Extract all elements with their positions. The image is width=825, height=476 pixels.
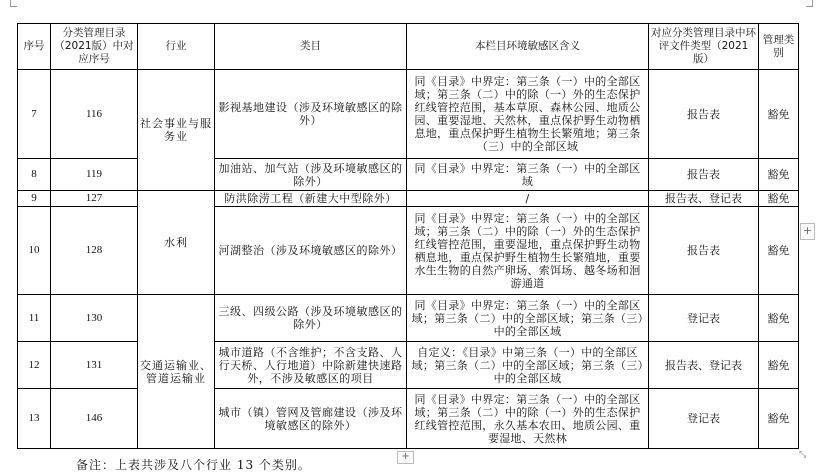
cell-industry-water: 水利 xyxy=(138,191,215,295)
page-corner-mark-left xyxy=(10,0,17,7)
cell-doc-type: 报告表 xyxy=(649,207,759,295)
cell-industry-transport: 交通运输业、管道运输业 xyxy=(138,295,215,449)
add-column-button[interactable]: + xyxy=(800,223,815,240)
table-row xyxy=(18,70,799,159)
cell-sensitive: 同《目录》中界定：第三条（一）中的全部区域 xyxy=(407,159,649,191)
cell-catalog-no: 146 xyxy=(51,389,138,449)
table-resize-handle[interactable]: ⤡ xyxy=(799,450,807,460)
table-row xyxy=(18,159,799,191)
cell-catalog-no: 116 xyxy=(51,70,138,159)
table-row xyxy=(18,389,799,449)
cell-mgmt: 豁免 xyxy=(759,295,799,342)
cell-seq: 12 xyxy=(18,342,51,389)
cell-catalog-no: 119 xyxy=(51,159,138,191)
cell-category: 三级、四级公路（涉及环境敏感区的除外） xyxy=(215,295,407,342)
cell-catalog-no: 131 xyxy=(51,342,138,389)
cell-sensitive: 同《目录》中界定：第三条（一）中的全部区域；第三条（二）中的除（一）外的生态保护红线管控范围，基本草原、森林公园、地质公园、重要湿地、天然林，重点保护野生动物栖息地，重点保护野生植物生长繁殖地；第三条（三）中的全部区域 xyxy=(407,70,649,159)
cell-mgmt: 豁免 xyxy=(759,389,799,449)
cell-category: 影视基地建设（涉及环境敏感区的除外） xyxy=(215,70,407,159)
table-row xyxy=(18,295,799,342)
cell-doc-type: 报告表、登记表 xyxy=(649,191,759,207)
header-industry: 行业 xyxy=(138,24,215,70)
cell-industry-social: 社会事业与服务业 xyxy=(138,70,215,191)
page-corner-mark-right xyxy=(806,0,813,7)
cell-catalog-no: 128 xyxy=(51,207,138,295)
cell-catalog-no: 130 xyxy=(51,295,138,342)
cell-sensitive: 自定义：《目录》中第三条（一）中的全部区域；第三条（二）中的全部区域；第三条（三）中的全部区域 xyxy=(407,342,649,389)
cell-catalog-no: 127 xyxy=(51,191,138,207)
cell-doc-type: 登记表 xyxy=(649,389,759,449)
cell-seq: 9 xyxy=(18,191,51,207)
cell-seq: 13 xyxy=(18,389,51,449)
header-mgmt: 管理类别 xyxy=(759,24,799,70)
cell-mgmt: 豁免 xyxy=(759,191,799,207)
header-sensitive: 本栏目环境敏感区含义 xyxy=(407,24,649,70)
header-doc-type: 对应分类管理目录中环评文件类型（2021版） xyxy=(649,24,759,70)
cell-seq: 10 xyxy=(18,207,51,295)
cell-category: 防洪除涝工程（新建大中型除外） xyxy=(215,191,407,207)
header-seq: 序号 xyxy=(18,24,51,70)
cell-sensitive: 同《目录》中界定：第三条（一）中的全部区域；第三条（二）中的全部区域；第三条（三）中的全部区域 xyxy=(407,295,649,342)
cell-doc-type: 报告表、登记表 xyxy=(649,342,759,389)
cell-category: 河湖整治（涉及环境敏感区的除外） xyxy=(215,207,407,295)
cell-mgmt: 豁免 xyxy=(759,70,799,159)
cell-sensitive: 同《目录》中界定：第三条（一）中的全部区域；第三条（二）中的除（一）外的生态保护红线管控范围，重要湿地，重点保护野生动物栖息地，重点保护野生植物生长繁殖地，重要水生生物的自然产卵场、索饵场、越冬场和洄游通道 xyxy=(407,207,649,295)
cell-mgmt: 豁免 xyxy=(759,159,799,191)
cell-sensitive: / xyxy=(407,191,649,207)
cell-seq: 7 xyxy=(18,70,51,159)
cell-mgmt: 豁免 xyxy=(759,342,799,389)
exemption-table xyxy=(17,23,799,449)
cell-doc-type: 报告表 xyxy=(649,70,759,159)
cell-category: 加油站、加气站（涉及环境敏感区的除外） xyxy=(215,159,407,191)
cell-category: 城市道路（不含维护；不含支路、人行天桥、人行地道）中除新建快速路外，不涉及敏感区的项目 xyxy=(215,342,407,389)
add-row-button[interactable]: + xyxy=(397,451,414,464)
table-row xyxy=(18,191,799,207)
cell-doc-type: 登记表 xyxy=(649,295,759,342)
table-row xyxy=(18,207,799,295)
cell-mgmt: 豁免 xyxy=(759,207,799,295)
header-category: 类目 xyxy=(215,24,407,70)
cell-doc-type: 报告表 xyxy=(649,159,759,191)
table-footnote: 备注：上表共涉及八个行业 13 个类别。 xyxy=(76,458,311,472)
table-row xyxy=(18,342,799,389)
cell-sensitive: 同《目录》中界定：第三条（一）中的全部区域；第三条（二）中的除（一）外的生态保护红线管控范围，永久基本农田、地质公园、重要湿地、天然林 xyxy=(407,389,649,449)
cell-seq: 8 xyxy=(18,159,51,191)
header-catalog-no: 分类管理目录（2021版）中对应序号 xyxy=(51,24,138,70)
cell-seq: 11 xyxy=(18,295,51,342)
cell-category: 城市（镇）管网及管廊建设（涉及环境敏感区的除外） xyxy=(215,389,407,449)
table-header-row xyxy=(18,24,799,70)
